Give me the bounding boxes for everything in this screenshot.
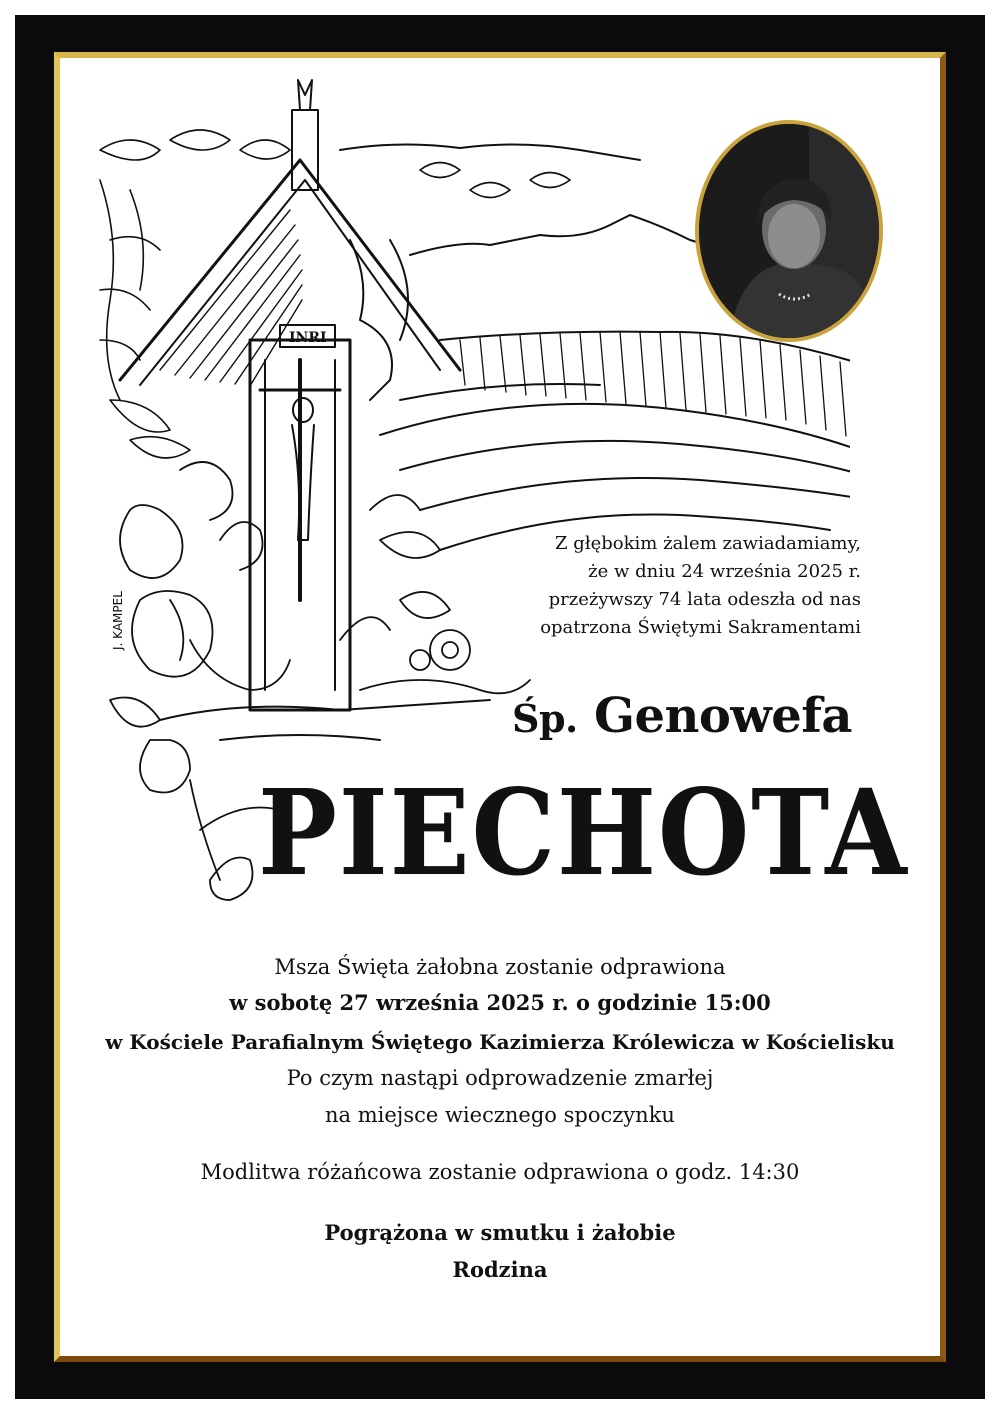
portrait-photo <box>695 120 883 342</box>
mass-date-line: w sobotę 27 września 2025 r. o godzinie 15:00 <box>229 990 771 1015</box>
announcement-intro <box>540 530 861 642</box>
mass-line-1: Msza Święta żałobna zostanie odprawiona <box>274 955 726 979</box>
artist-signature: J. KAMPEL <box>111 591 125 650</box>
mass-line-5: na miejsce wiecznego spoczynku <box>325 1103 675 1127</box>
deceased-first-name <box>512 688 852 744</box>
inri-inscription: INRI <box>289 330 327 346</box>
intro-line: przeżywszy 74 lata odeszła od nas <box>548 589 861 610</box>
intro-line: opatrzona Świętymi Sakramentami <box>540 617 861 638</box>
rosary-line: Modlitwa różańcowa zostanie odprawiona o godz. 14:30 <box>200 1160 800 1184</box>
closing-line-1: Pogrążona w smutku i żałobie <box>324 1220 676 1245</box>
first-name: Genowefa <box>593 688 853 744</box>
mass-line-4: Po czym nastąpi odprowadzenie zmarłej <box>286 1066 714 1090</box>
name-prefix: Śp. <box>512 696 578 741</box>
intro-line: że w dniu 24 września 2025 r. <box>588 561 861 582</box>
portrait-photo-icon <box>699 124 879 338</box>
intro-line: Z głębokim żalem zawiadamiamy, <box>555 533 861 554</box>
deceased-last-name: PIECHOTA <box>258 763 909 902</box>
closing-signature: Rodzina <box>452 1257 548 1282</box>
mass-church-line: w Kościele Parafialnym Świętego Kazimierza Królewicza w Kościelisku <box>105 1030 895 1054</box>
